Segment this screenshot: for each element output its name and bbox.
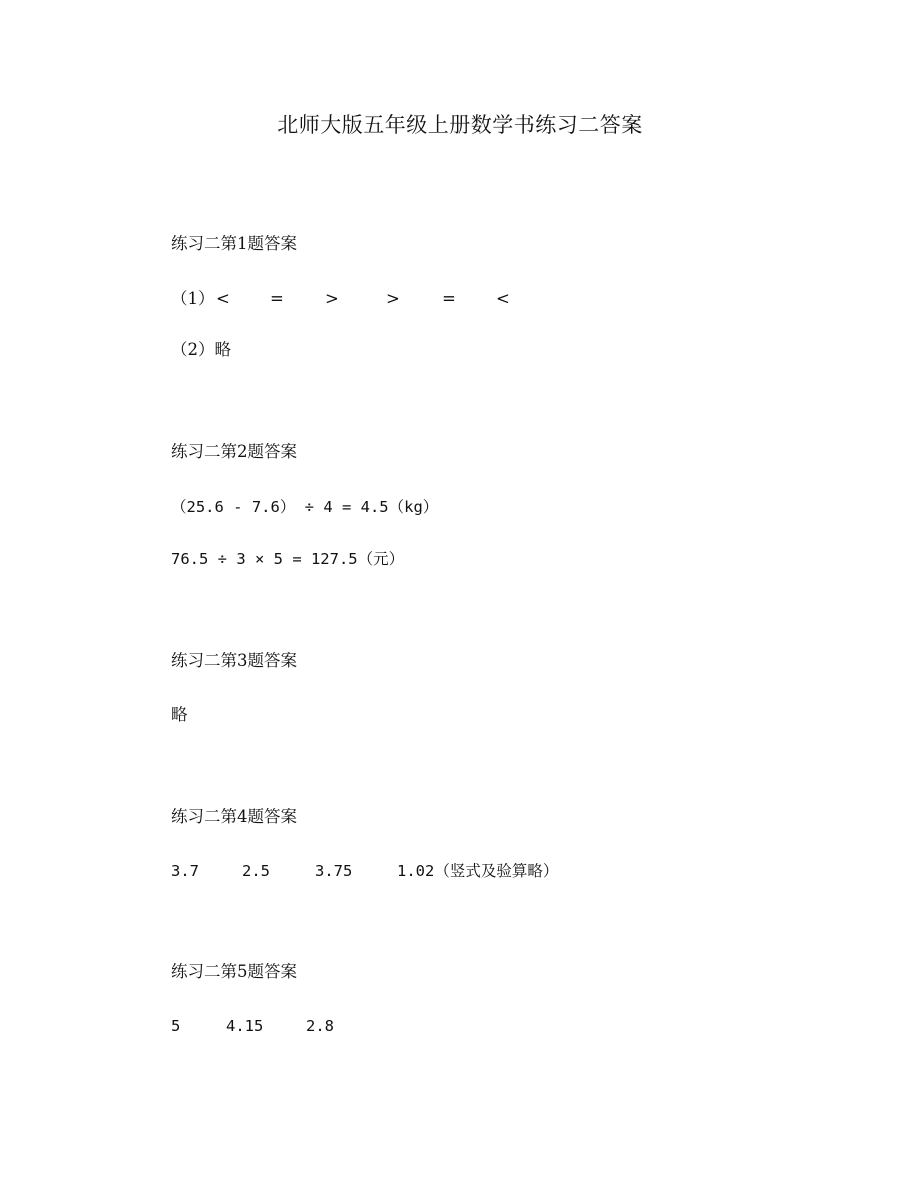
q1-symbol: = [442, 289, 456, 308]
answer-value: 4.15 [226, 1017, 264, 1035]
q1-symbol: < [216, 289, 230, 308]
answer-value: 1.02（竖式及验算略） [397, 862, 559, 880]
q1-symbol: < [496, 289, 510, 308]
answer-value: 3.75 [315, 862, 353, 880]
q1-symbol: > [325, 289, 339, 308]
section-2-line-1: （25.6 - 7.6） ÷ 4 = 4.5（kg） [171, 498, 439, 516]
section-3-heading: 练习二第3题答案 [171, 651, 297, 670]
page-title: 北师大版五年级上册数学书练习二答案 [277, 113, 643, 137]
section-3-line-1: 略 [171, 705, 188, 724]
q1-symbol: = [270, 289, 284, 308]
section-2-heading: 练习二第2题答案 [171, 442, 297, 461]
answer-value: 3.7 [171, 862, 199, 880]
answer-value: 2.8 [306, 1017, 334, 1035]
answer-value: 5 [171, 1017, 181, 1035]
section-4-heading: 练习二第4题答案 [171, 807, 297, 826]
q1-symbol: > [386, 289, 400, 308]
q1-label: （1） [171, 289, 215, 308]
section-5-heading: 练习二第5题答案 [171, 962, 297, 981]
answer-value: 2.5 [242, 862, 270, 880]
section-2-line-2: 76.5 ÷ 3 × 5 = 127.5（元） [171, 550, 405, 568]
section-1-q2: （2）略 [171, 340, 231, 359]
section-1-heading: 练习二第1题答案 [171, 234, 297, 253]
